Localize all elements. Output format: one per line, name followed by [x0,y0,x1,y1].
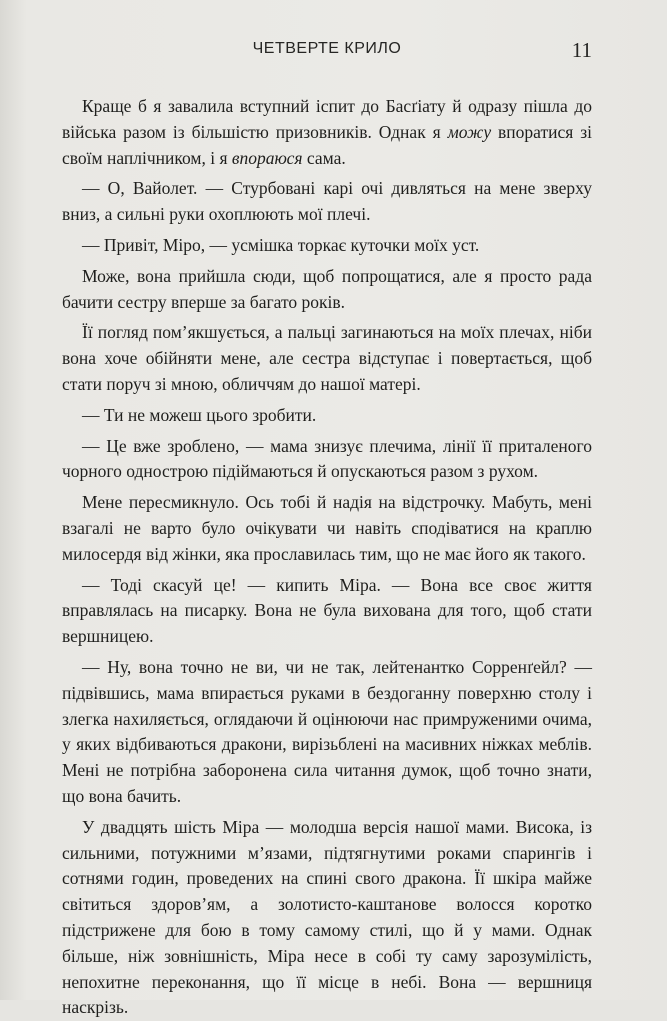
paragraph [62,573,592,650]
text-run: — Ну, вона точно не ви, чи не так, лейтенантко Сорренґейл? — підвівшись, мама впирається руками в бездоганну поверхню столу і злегка нахиляється, оглядаючи й оцінюючи нас примруженими очима, у яких відбиваються дракони, вирізьблені на масивних ніжках меблів. Мені не потрібна заборонена сила читання думок, щоб точно знати, що вона бачить. [62,656,592,806]
page-number: 11 [571,38,592,62]
page-header [62,40,592,80]
text-run: Може, вона прийшла сюди, щоб попрощатися, але я просто рада бачити сестру вперше за багато років. [62,265,592,312]
text-run: У двадцять шість Міра — молодша версія нашої мами. Висока, із сильними, потужними м’язами, підтягнутими роками спарингів і сотнями годин, проведених на спині свого дракона. Її шкіра майже світиться здоров’ям, а золотисто-каштанове волосся коротко підстрижене для бою в тому самому стилі, що й у мами. Однак більше, ніж зовнішність, Міра несе в собі ту саму зарозумілість, непохитне переконання, що її місце в небі. Вона — вершниця наскрізь. [62,816,592,1018]
paragraph [62,320,592,397]
text-run: Її погляд пом’якшується, а пальці загинаються на моїх плечах, ніби вона хоче обійняти мене, але сестра відступає і повертається, щоб стати поруч зі мною, обличчям до нашої матері. [62,322,592,394]
text-run: — Ти не можеш цього зробити. [82,404,317,425]
text-run: — Привіт, Міро, — усмішка торкає куточки моїх уст. [82,234,480,255]
paragraph [62,233,592,259]
text-run: Мене пересмикнуло. Ось тобі й надія на відстрочку. Мабуть, мені взагалі не варто було очікувати чи навіть сподіватися на краплю милосердя від жінки, яка прославилась тим, що не має його як такого. [62,492,592,564]
text-run: — О, Вайолет. — Стурбовані карі очі дивляться на мене зверху вниз, а сильні руки охоплюють мої плечі. [62,178,592,225]
paragraph [62,434,592,486]
text-run: Краще б я завалила вступний іспит до Басґіату й одразу пішла до війська разом із більшістю призовників. Однак я [62,96,592,142]
paragraph [62,403,592,429]
body-text [62,94,592,1021]
emphasis-text: можу [447,121,492,142]
paragraph [62,94,592,171]
paragraph [62,655,592,810]
paragraph [62,490,592,567]
text-run: впоратися зі своїм наплічником, і я [62,121,592,168]
text-run: сама. [302,147,346,168]
paragraph [62,815,592,1021]
emphasis-text: впораюся [231,147,303,168]
running-title: ЧЕТВЕРТЕ КРИЛО [252,40,402,57]
paragraph [62,264,592,316]
text-run: — Тоді скасуй це! — кипить Міра. — Вона все своє життя вправлялась на писарку. Вона не була вихована для того, щоб стати вершницею. [62,574,592,647]
paragraph [62,176,592,228]
text-run: — Це вже зроблено, — мама знизує плечима, лінії її приталеного чорного однострою підіймаються й опускаються разом з рухом. [62,435,592,482]
